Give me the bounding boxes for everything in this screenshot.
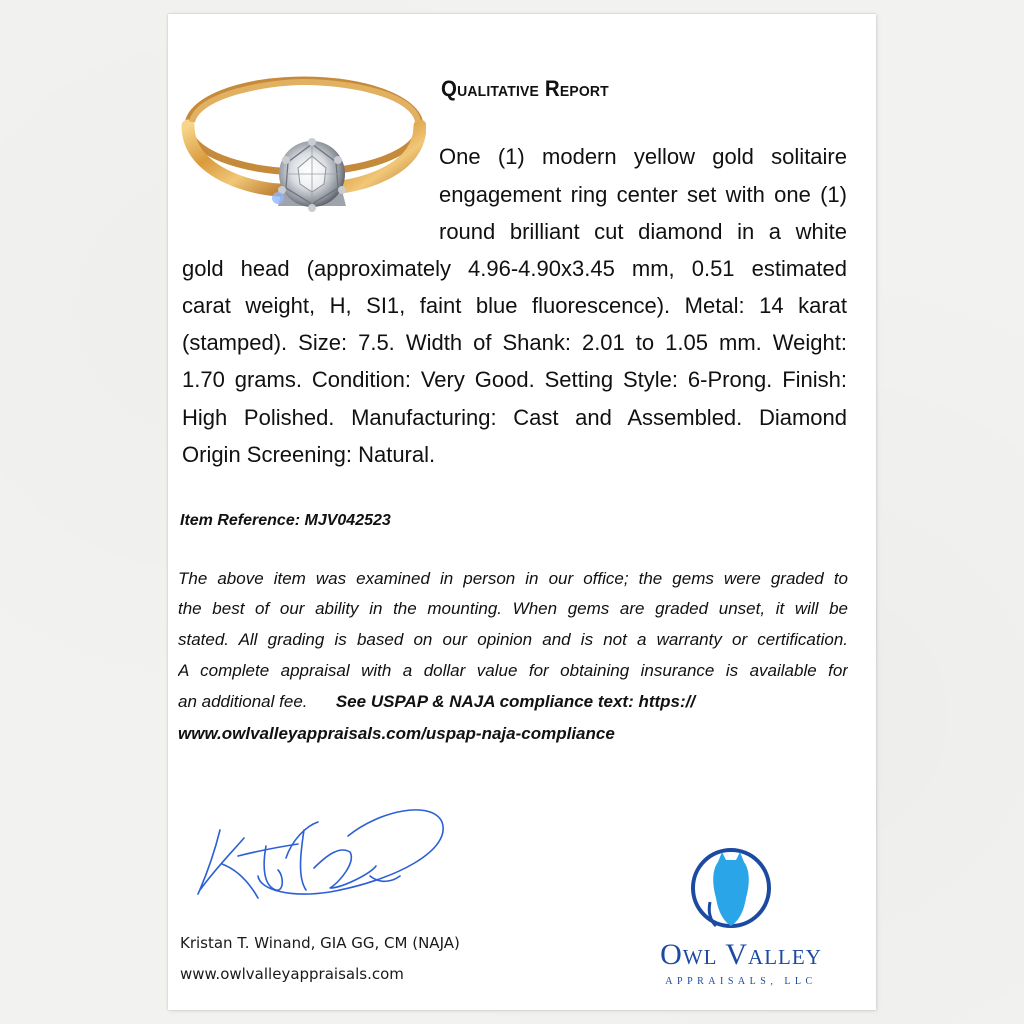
compliance-link-text[interactable]: See USPAP & NAJA compliance text: https://	[335, 692, 696, 711]
footer-website[interactable]: www.owlvalleyappraisals.com	[180, 965, 404, 983]
report-card	[168, 14, 876, 1010]
owl-icon	[688, 840, 774, 940]
description-line: Origin Screening: Natural.	[182, 442, 436, 467]
description-line: (stamped). Size: 7.5. Width of Shank: 2.01 to 1.05 mm. Weight:	[182, 330, 847, 355]
disclaimer-fee-text: an additional fee.	[178, 692, 308, 711]
signature	[180, 796, 450, 916]
disclaimer-line	[178, 690, 848, 714]
disclaimer-line: the best of our ability in the mounting. When gems are graded unset, it will be	[178, 599, 848, 618]
compliance-url[interactable]: www.owlvalleyappraisals.com/uspap-naja-compliance	[178, 724, 615, 743]
item-reference: Item Reference: MJV042523	[180, 512, 391, 529]
description-line: One (1) modern yellow gold solitaire	[439, 144, 847, 169]
disclaimer-line: stated. All grading is based on our opinion and is not a warranty or certification.	[178, 630, 848, 649]
description-line: High Polished. Manufacturing: Cast and Assembled. Diamond	[182, 405, 847, 430]
logo-subtitle: APPRAISALS, LLC	[665, 976, 817, 987]
description-line: gold head (approximately 4.96-4.90x3.45 mm, 0.51 estimated	[182, 256, 847, 281]
appraiser-name: Kristan T. Winand, GIA GG, CM (NAJA)	[180, 934, 460, 952]
description-line: engagement ring center set with one (1)	[439, 182, 847, 207]
disclaimer-line: A complete appraisal with a dollar value for obtaining insurance is available for	[178, 661, 848, 680]
description-line: carat weight, H, SI1, faint blue fluorescence). Metal: 14 karat	[182, 293, 847, 318]
logo-name: Owl Valley	[660, 938, 822, 971]
report-title: Qualitative Report	[441, 76, 609, 101]
description-line: round brilliant cut diamond in a white	[439, 219, 847, 244]
description-line: 1.70 grams. Condition: Very Good. Setting Style: 6-Prong. Finish:	[182, 367, 847, 392]
ring-photo	[178, 64, 426, 224]
disclaimer-line: The above item was examined in person in our office; the gems were graded to	[178, 569, 848, 588]
